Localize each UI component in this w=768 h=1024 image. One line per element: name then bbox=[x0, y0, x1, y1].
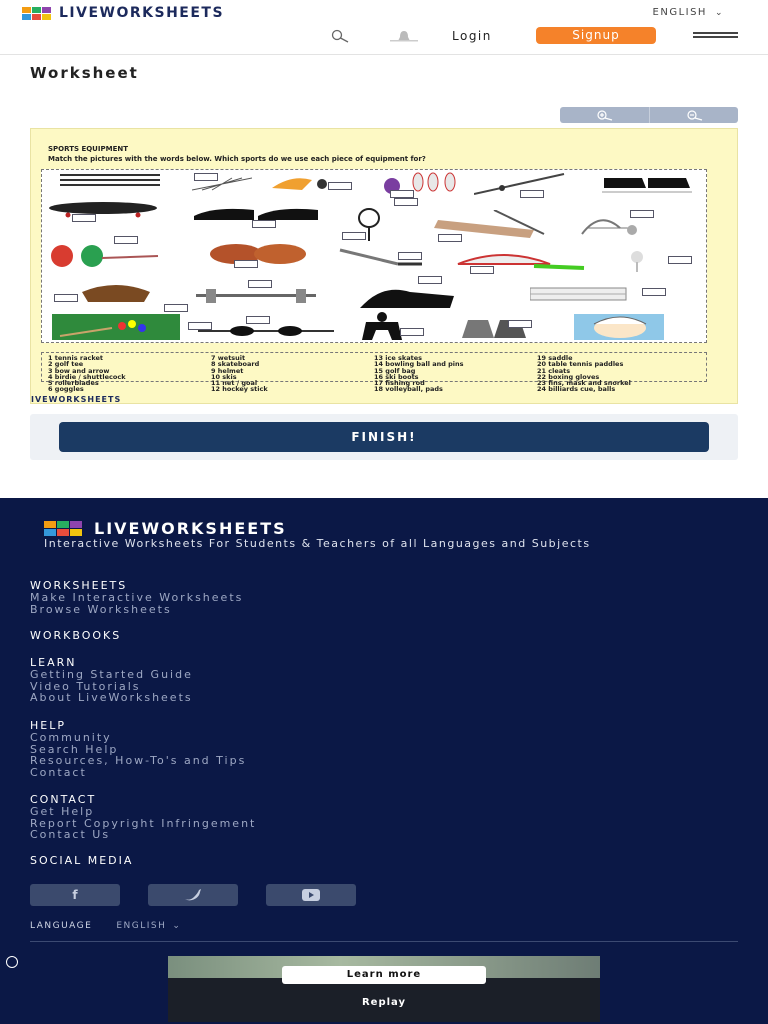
answer-box[interactable] bbox=[400, 328, 424, 336]
twitter-button[interactable] bbox=[148, 884, 238, 906]
zoom-in-button[interactable] bbox=[560, 107, 649, 123]
footer-heading: WORKSHEETS bbox=[30, 579, 128, 592]
footer-link[interactable]: Contact Us bbox=[30, 828, 111, 842]
finish-bar bbox=[30, 414, 738, 460]
answer-box[interactable] bbox=[438, 234, 462, 242]
footer-link[interactable]: Contact bbox=[30, 765, 87, 779]
hamburger-menu-icon[interactable] bbox=[693, 32, 738, 40]
finish-button[interactable]: FINISH! bbox=[59, 422, 709, 452]
answer-box[interactable] bbox=[252, 220, 276, 228]
answer-box[interactable] bbox=[328, 182, 352, 190]
logo-mark-icon bbox=[44, 521, 82, 536]
worksheet-heading: SPORTS EQUIPMENT bbox=[48, 145, 128, 153]
footer-heading: LEARN bbox=[30, 656, 77, 669]
skis-image bbox=[60, 172, 160, 190]
footer-link[interactable]: Resources, How-To's and Tips bbox=[30, 754, 247, 768]
goggles-image bbox=[198, 324, 334, 338]
answer-box[interactable] bbox=[668, 256, 692, 264]
answer-box[interactable] bbox=[72, 214, 96, 222]
language-value: ENGLISH bbox=[116, 921, 167, 931]
answer-box[interactable] bbox=[390, 190, 414, 198]
twitter-icon bbox=[184, 888, 202, 902]
language-label: LANGUAGE bbox=[30, 921, 93, 931]
login-link[interactable]: Login bbox=[452, 29, 492, 43]
zoom-in-icon bbox=[592, 109, 616, 121]
answer-box[interactable] bbox=[114, 236, 138, 244]
volleyball-pads-image bbox=[530, 284, 630, 304]
logo-mark-icon bbox=[22, 7, 51, 20]
footer-link[interactable]: About LiveWorksheets bbox=[30, 691, 193, 705]
word-item: 15 golf bag bbox=[374, 366, 416, 375]
facebook-button[interactable] bbox=[30, 884, 120, 906]
footer-link[interactable]: Get Help bbox=[30, 805, 95, 818]
net-image bbox=[192, 176, 252, 192]
word-item: 12 hockey stick bbox=[211, 385, 268, 394]
chevron-down-icon: ⌄ bbox=[172, 921, 182, 931]
word-item: 23 fins, mask and snorkel bbox=[537, 379, 631, 388]
rollerblades-image bbox=[354, 284, 464, 310]
answer-box[interactable] bbox=[470, 266, 494, 274]
footer-logo[interactable] bbox=[44, 519, 287, 538]
zoom-out-icon bbox=[682, 109, 706, 121]
word-item: 16 ski boots bbox=[374, 372, 419, 381]
word-item: 8 skateboard bbox=[211, 360, 260, 369]
footer-link[interactable]: Browse Worksheets bbox=[30, 602, 172, 616]
signup-button[interactable]: Signup bbox=[536, 27, 656, 44]
footer-section-social bbox=[30, 855, 133, 867]
fins-image bbox=[272, 174, 336, 192]
answer-box[interactable] bbox=[642, 288, 666, 296]
footer-divider bbox=[30, 941, 738, 942]
page-title: Worksheet bbox=[30, 64, 139, 82]
picture-grid bbox=[41, 169, 707, 343]
word-item: 6 goggles bbox=[48, 385, 84, 394]
language-selector[interactable] bbox=[653, 7, 724, 18]
word-item: 18 volleyball, pads bbox=[374, 385, 443, 394]
bow-arrow-image bbox=[576, 208, 666, 238]
zoom-controls bbox=[560, 107, 738, 123]
word-item: 4 birdie / shuttlecock bbox=[48, 372, 126, 381]
answer-box[interactable] bbox=[164, 304, 188, 312]
footer-tagline: Interactive Worksheets For Students & Teachers of all Languages and Subjects bbox=[44, 537, 591, 550]
bell-icon[interactable] bbox=[388, 28, 420, 44]
footer-section-help bbox=[30, 720, 246, 778]
learn-more-button[interactable]: Learn more bbox=[282, 966, 486, 984]
word-item: 22 boxing gloves bbox=[537, 372, 600, 381]
table-tennis-paddles-image bbox=[42, 244, 160, 270]
answer-box[interactable] bbox=[520, 190, 544, 198]
word-item: 9 helmet bbox=[211, 366, 244, 375]
youtube-button[interactable] bbox=[266, 884, 356, 906]
footer-brand-name: LIVEWORKSHEETS bbox=[94, 519, 287, 538]
footer-link[interactable]: Community bbox=[30, 731, 112, 744]
search-icon[interactable] bbox=[328, 28, 350, 44]
footer-link[interactable]: Make Interactive Worksheets bbox=[30, 591, 244, 604]
answer-box[interactable] bbox=[394, 198, 418, 206]
word-item: 5 rollerblades bbox=[48, 379, 99, 388]
answer-box[interactable] bbox=[246, 316, 270, 324]
footer-heading: SOCIAL MEDIA bbox=[30, 854, 134, 867]
footer-link[interactable]: Search Help bbox=[30, 742, 119, 756]
brand-logo[interactable] bbox=[22, 5, 224, 21]
footer-section-learn bbox=[30, 657, 193, 704]
answer-box[interactable] bbox=[54, 294, 78, 302]
answer-box[interactable] bbox=[508, 320, 532, 328]
word-item: 19 saddle bbox=[537, 354, 573, 362]
word-bank bbox=[41, 352, 707, 394]
word-item: 2 golf tee bbox=[48, 360, 84, 369]
word-item: 17 fishing rod bbox=[374, 379, 425, 388]
word-item: 3 bow and arrow bbox=[48, 366, 110, 375]
word-item: 1 tennis racket bbox=[48, 354, 104, 362]
word-item: 10 skis bbox=[211, 372, 237, 381]
word-item: 13 ice skates bbox=[374, 354, 423, 362]
brand-name: LIVEWORKSHEETS bbox=[59, 5, 225, 21]
footer-heading: CONTACT bbox=[30, 793, 97, 806]
answer-box[interactable] bbox=[234, 260, 258, 268]
zoom-out-button[interactable] bbox=[649, 107, 739, 123]
saddle-image bbox=[78, 282, 154, 304]
boxing-gloves-image bbox=[208, 242, 308, 264]
word-item: 14 bowling ball and pins bbox=[374, 360, 464, 369]
helmet-image bbox=[574, 314, 664, 340]
footer-heading: HELP bbox=[30, 719, 66, 732]
language-value: ENGLISH bbox=[652, 7, 707, 18]
golf-tee-image bbox=[622, 250, 652, 272]
worksheet-instructions: Match the pictures with the words below. Which sports do we use each piece of equipment for? bbox=[48, 155, 426, 163]
footer-section-workbooks bbox=[30, 630, 121, 642]
footer-language-selector[interactable] bbox=[30, 921, 181, 931]
site-footer bbox=[0, 498, 768, 1024]
ad-banner bbox=[168, 956, 600, 1022]
worksheet-watermark: IVEWORKSHEETS bbox=[31, 395, 122, 404]
youtube-icon bbox=[301, 888, 321, 902]
word-item: 20 table tennis paddles bbox=[537, 360, 624, 369]
skateboard-image bbox=[48, 200, 158, 218]
ad-close-icon[interactable] bbox=[6, 956, 18, 968]
ice-skates-image bbox=[602, 172, 692, 194]
answer-box[interactable] bbox=[398, 252, 422, 260]
replay-button[interactable]: Replay bbox=[361, 997, 407, 1008]
footer-section-contact bbox=[30, 794, 256, 841]
barbell-image bbox=[196, 288, 316, 304]
footer-link[interactable]: Report Copyright Infringement bbox=[30, 816, 257, 830]
answer-box[interactable] bbox=[342, 232, 366, 240]
billiards-image bbox=[52, 314, 180, 340]
site-header bbox=[0, 0, 768, 55]
facebook-icon: f bbox=[72, 888, 78, 902]
answer-box[interactable] bbox=[248, 280, 272, 288]
word-item: 11 net / goal bbox=[211, 379, 258, 388]
worksheet-canvas bbox=[30, 128, 738, 404]
word-item: 24 billiards cue, balls bbox=[537, 385, 616, 394]
answer-box[interactable] bbox=[418, 276, 442, 284]
footer-link[interactable]: Video Tutorials bbox=[30, 679, 141, 693]
footer-link[interactable]: Getting Started Guide bbox=[30, 668, 193, 681]
word-item: 21 cleats bbox=[537, 366, 571, 375]
chevron-down-icon: ⌄ bbox=[714, 8, 724, 18]
footer-heading[interactable]: WORKBOOKS bbox=[30, 629, 122, 642]
footer-section-worksheets bbox=[30, 580, 243, 615]
word-item: 7 wetsuit bbox=[211, 354, 246, 362]
